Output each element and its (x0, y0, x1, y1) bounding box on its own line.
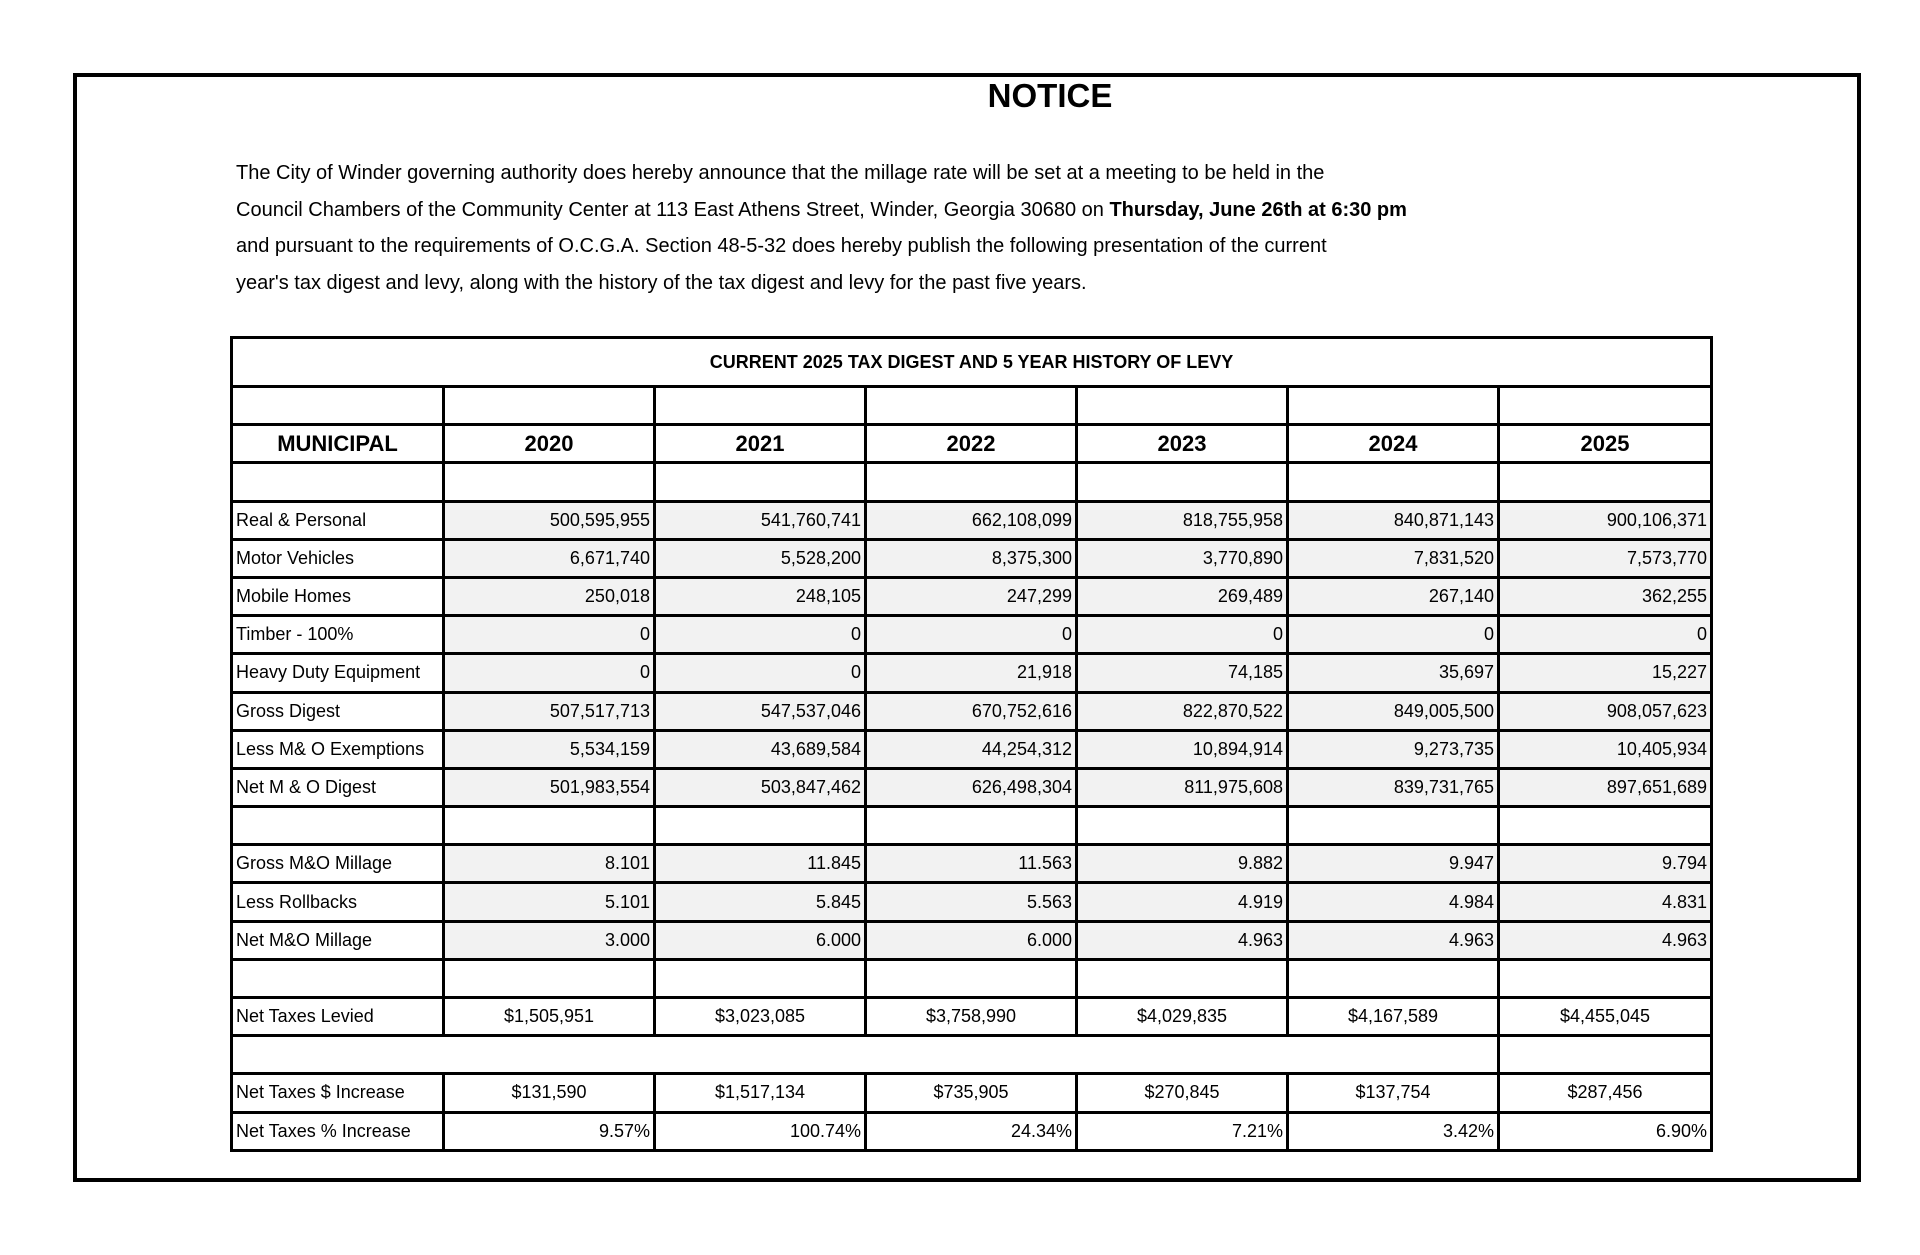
value-cell: 10,405,934 (1499, 730, 1712, 768)
value-cell: 908,057,623 (1499, 692, 1712, 730)
value-cell: $3,758,990 (866, 998, 1077, 1036)
value-cell: 11.563 (866, 845, 1077, 883)
value-cell: 0 (1077, 616, 1288, 654)
value-cell: 0 (1288, 616, 1499, 654)
value-cell: 897,651,689 (1499, 768, 1712, 806)
value-cell: 501,983,554 (444, 768, 655, 806)
value-cell: 0 (444, 616, 655, 654)
empty-cell (1499, 807, 1712, 845)
value-cell: 74,185 (1077, 654, 1288, 692)
value-cell: 7,831,520 (1288, 539, 1499, 577)
column-header-year: 2024 (1288, 425, 1499, 463)
value-cell: 6.000 (866, 921, 1077, 959)
value-cell: 362,255 (1499, 577, 1712, 615)
empty-cell (655, 807, 866, 845)
value-cell: 811,975,608 (1077, 768, 1288, 806)
value-cell: 8,375,300 (866, 539, 1077, 577)
value-cell: $1,505,951 (444, 998, 655, 1036)
row-label: Real & Personal (232, 501, 444, 539)
value-cell: $4,029,835 (1077, 998, 1288, 1036)
empty-cell (1499, 959, 1712, 997)
row-label: Motor Vehicles (232, 539, 444, 577)
table-row (232, 1074, 1712, 1112)
empty-cell (444, 463, 655, 501)
table-row (232, 921, 1712, 959)
value-cell: 4.984 (1288, 883, 1499, 921)
value-cell: 7.21% (1077, 1112, 1288, 1150)
value-cell: $3,023,085 (655, 998, 866, 1036)
value-cell: 10,894,914 (1077, 730, 1288, 768)
value-cell: 507,517,713 (444, 692, 655, 730)
intro-line-1: The City of Winder governing authority does hereby announce that the millage rate will be set at a meeting to be held in the (236, 162, 1325, 184)
value-cell: 44,254,312 (866, 730, 1077, 768)
empty-cell (655, 959, 866, 997)
row-label: Timber - 100% (232, 616, 444, 654)
empty-cell (444, 959, 655, 997)
empty-cell (655, 463, 866, 501)
value-cell: $4,455,045 (1499, 998, 1712, 1036)
table-title: CURRENT 2025 TAX DIGEST AND 5 YEAR HISTORY OF LEVY (232, 338, 1712, 387)
value-cell: 6,671,740 (444, 539, 655, 577)
empty-cell (866, 387, 1077, 425)
value-cell: $270,845 (1077, 1074, 1288, 1112)
header-row (232, 425, 1712, 463)
value-cell: 15,227 (1499, 654, 1712, 692)
value-cell: 267,140 (1288, 577, 1499, 615)
empty-cell (1499, 387, 1712, 425)
value-cell: 822,870,522 (1077, 692, 1288, 730)
value-cell: 24.34% (866, 1112, 1077, 1150)
value-cell: $1,517,134 (655, 1074, 866, 1112)
empty-cell (1077, 387, 1288, 425)
table-row (232, 654, 1712, 692)
value-cell: 3.000 (444, 921, 655, 959)
column-header-year: 2020 (444, 425, 655, 463)
empty-cell (1288, 387, 1499, 425)
table-row (232, 1112, 1712, 1150)
empty-cell (1077, 807, 1288, 845)
row-label: Less Rollbacks (232, 883, 444, 921)
value-cell: 4.831 (1499, 883, 1712, 921)
value-cell: 5.563 (866, 883, 1077, 921)
empty-cell (1077, 959, 1288, 997)
value-cell: 9.882 (1077, 845, 1288, 883)
empty-row (232, 1036, 1712, 1074)
intro-line-4: year's tax digest and levy, along with the history of the tax digest and levy for the past five years. (236, 271, 1087, 294)
row-label: Gross M&O Millage (232, 845, 444, 883)
empty-cell (444, 807, 655, 845)
table-row (232, 768, 1712, 806)
value-cell: 541,760,741 (655, 501, 866, 539)
table-row (232, 501, 1712, 539)
value-cell: 547,537,046 (655, 692, 866, 730)
table-row (232, 845, 1712, 883)
column-header-year: 2023 (1077, 425, 1288, 463)
value-cell: 269,489 (1077, 577, 1288, 615)
value-cell: 11.845 (655, 845, 866, 883)
empty-cell (444, 387, 655, 425)
empty-cell (655, 387, 866, 425)
value-cell: 0 (1499, 616, 1712, 654)
row-label: Net Taxes Levied (232, 998, 444, 1036)
column-header-year: 2021 (655, 425, 866, 463)
value-cell: 839,731,765 (1288, 768, 1499, 806)
column-header-municipal: MUNICIPAL (232, 425, 444, 463)
value-cell: $137,754 (1288, 1074, 1499, 1112)
table-row (232, 539, 1712, 577)
value-cell: 4.963 (1288, 921, 1499, 959)
value-cell: 0 (655, 616, 866, 654)
value-cell: 3.42% (1288, 1112, 1499, 1150)
levy-table (230, 336, 1713, 1152)
value-cell: 5,534,159 (444, 730, 655, 768)
empty-cell (1499, 1036, 1712, 1074)
value-cell: 670,752,616 (866, 692, 1077, 730)
empty-cell (1077, 463, 1288, 501)
empty-cell (866, 959, 1077, 997)
value-cell: 626,498,304 (866, 768, 1077, 806)
row-label: Mobile Homes (232, 577, 444, 615)
value-cell: $131,590 (444, 1074, 655, 1112)
empty-merged-cell (232, 1036, 1499, 1074)
value-cell: 7,573,770 (1499, 539, 1712, 577)
value-cell: 840,871,143 (1288, 501, 1499, 539)
empty-cell (1288, 959, 1499, 997)
notice-intro (236, 155, 1636, 301)
value-cell: 43,689,584 (655, 730, 866, 768)
value-cell: 662,108,099 (866, 501, 1077, 539)
value-cell: 6.90% (1499, 1112, 1712, 1150)
table-row (232, 577, 1712, 615)
intro-line-3: and pursuant to the requirements of O.C.G.A. Section 48-5-32 does hereby publish the following presentation of the current (236, 235, 1327, 257)
intro-line-2-text: Council Chambers of the Community Center at 113 East Athens Street, Winder, Georgia 30680 on (236, 198, 1110, 221)
value-cell: 3,770,890 (1077, 539, 1288, 577)
empty-row (232, 387, 1712, 425)
empty-cell (232, 387, 444, 425)
empty-cell (1288, 807, 1499, 845)
value-cell: 9.794 (1499, 845, 1712, 883)
value-cell: $287,456 (1499, 1074, 1712, 1112)
table-row (232, 998, 1712, 1036)
value-cell: 8.101 (444, 845, 655, 883)
table-row (232, 692, 1712, 730)
empty-row (232, 959, 1712, 997)
table-row (232, 730, 1712, 768)
row-label: Net Taxes $ Increase (232, 1074, 444, 1112)
value-cell: 849,005,500 (1288, 692, 1499, 730)
empty-cell (1499, 463, 1712, 501)
value-cell: 5.101 (444, 883, 655, 921)
row-label: Less M& O Exemptions (232, 730, 444, 768)
value-cell: $735,905 (866, 1074, 1077, 1112)
empty-cell (866, 463, 1077, 501)
value-cell: 35,697 (1288, 654, 1499, 692)
value-cell: 9.947 (1288, 845, 1499, 883)
row-label: Gross Digest (232, 692, 444, 730)
column-header-year: 2022 (866, 425, 1077, 463)
value-cell: 4.963 (1077, 921, 1288, 959)
empty-row (232, 807, 1712, 845)
value-cell: 5.845 (655, 883, 866, 921)
value-cell: 250,018 (444, 577, 655, 615)
value-cell: 21,918 (866, 654, 1077, 692)
empty-row (232, 463, 1712, 501)
value-cell: 5,528,200 (655, 539, 866, 577)
value-cell: 9.57% (444, 1112, 655, 1150)
value-cell: 248,105 (655, 577, 866, 615)
value-cell: 818,755,958 (1077, 501, 1288, 539)
meeting-date: Thursday, June 26th at 6:30 pm (1109, 198, 1407, 221)
value-cell: $4,167,589 (1288, 998, 1499, 1036)
empty-cell (232, 463, 444, 501)
column-header-year: 2025 (1499, 425, 1712, 463)
value-cell: 500,595,955 (444, 501, 655, 539)
row-label: Net Taxes % Increase (232, 1112, 444, 1150)
empty-cell (232, 959, 444, 997)
value-cell: 100.74% (655, 1112, 866, 1150)
row-label: Heavy Duty Equipment (232, 654, 444, 692)
value-cell: 247,299 (866, 577, 1077, 615)
value-cell: 6.000 (655, 921, 866, 959)
value-cell: 0 (866, 616, 1077, 654)
value-cell: 900,106,371 (1499, 501, 1712, 539)
empty-cell (1288, 463, 1499, 501)
value-cell: 503,847,462 (655, 768, 866, 806)
row-label: Net M & O Digest (232, 768, 444, 806)
notice-title: NOTICE (987, 77, 1113, 114)
value-cell: 4.919 (1077, 883, 1288, 921)
empty-cell (866, 807, 1077, 845)
row-label: Net M&O Millage (232, 921, 444, 959)
value-cell: 0 (444, 654, 655, 692)
empty-cell (232, 807, 444, 845)
value-cell: 4.963 (1499, 921, 1712, 959)
table-row (232, 883, 1712, 921)
table-row (232, 616, 1712, 654)
value-cell: 0 (655, 654, 866, 692)
value-cell: 9,273,735 (1288, 730, 1499, 768)
intro-line-2 (236, 192, 1636, 229)
